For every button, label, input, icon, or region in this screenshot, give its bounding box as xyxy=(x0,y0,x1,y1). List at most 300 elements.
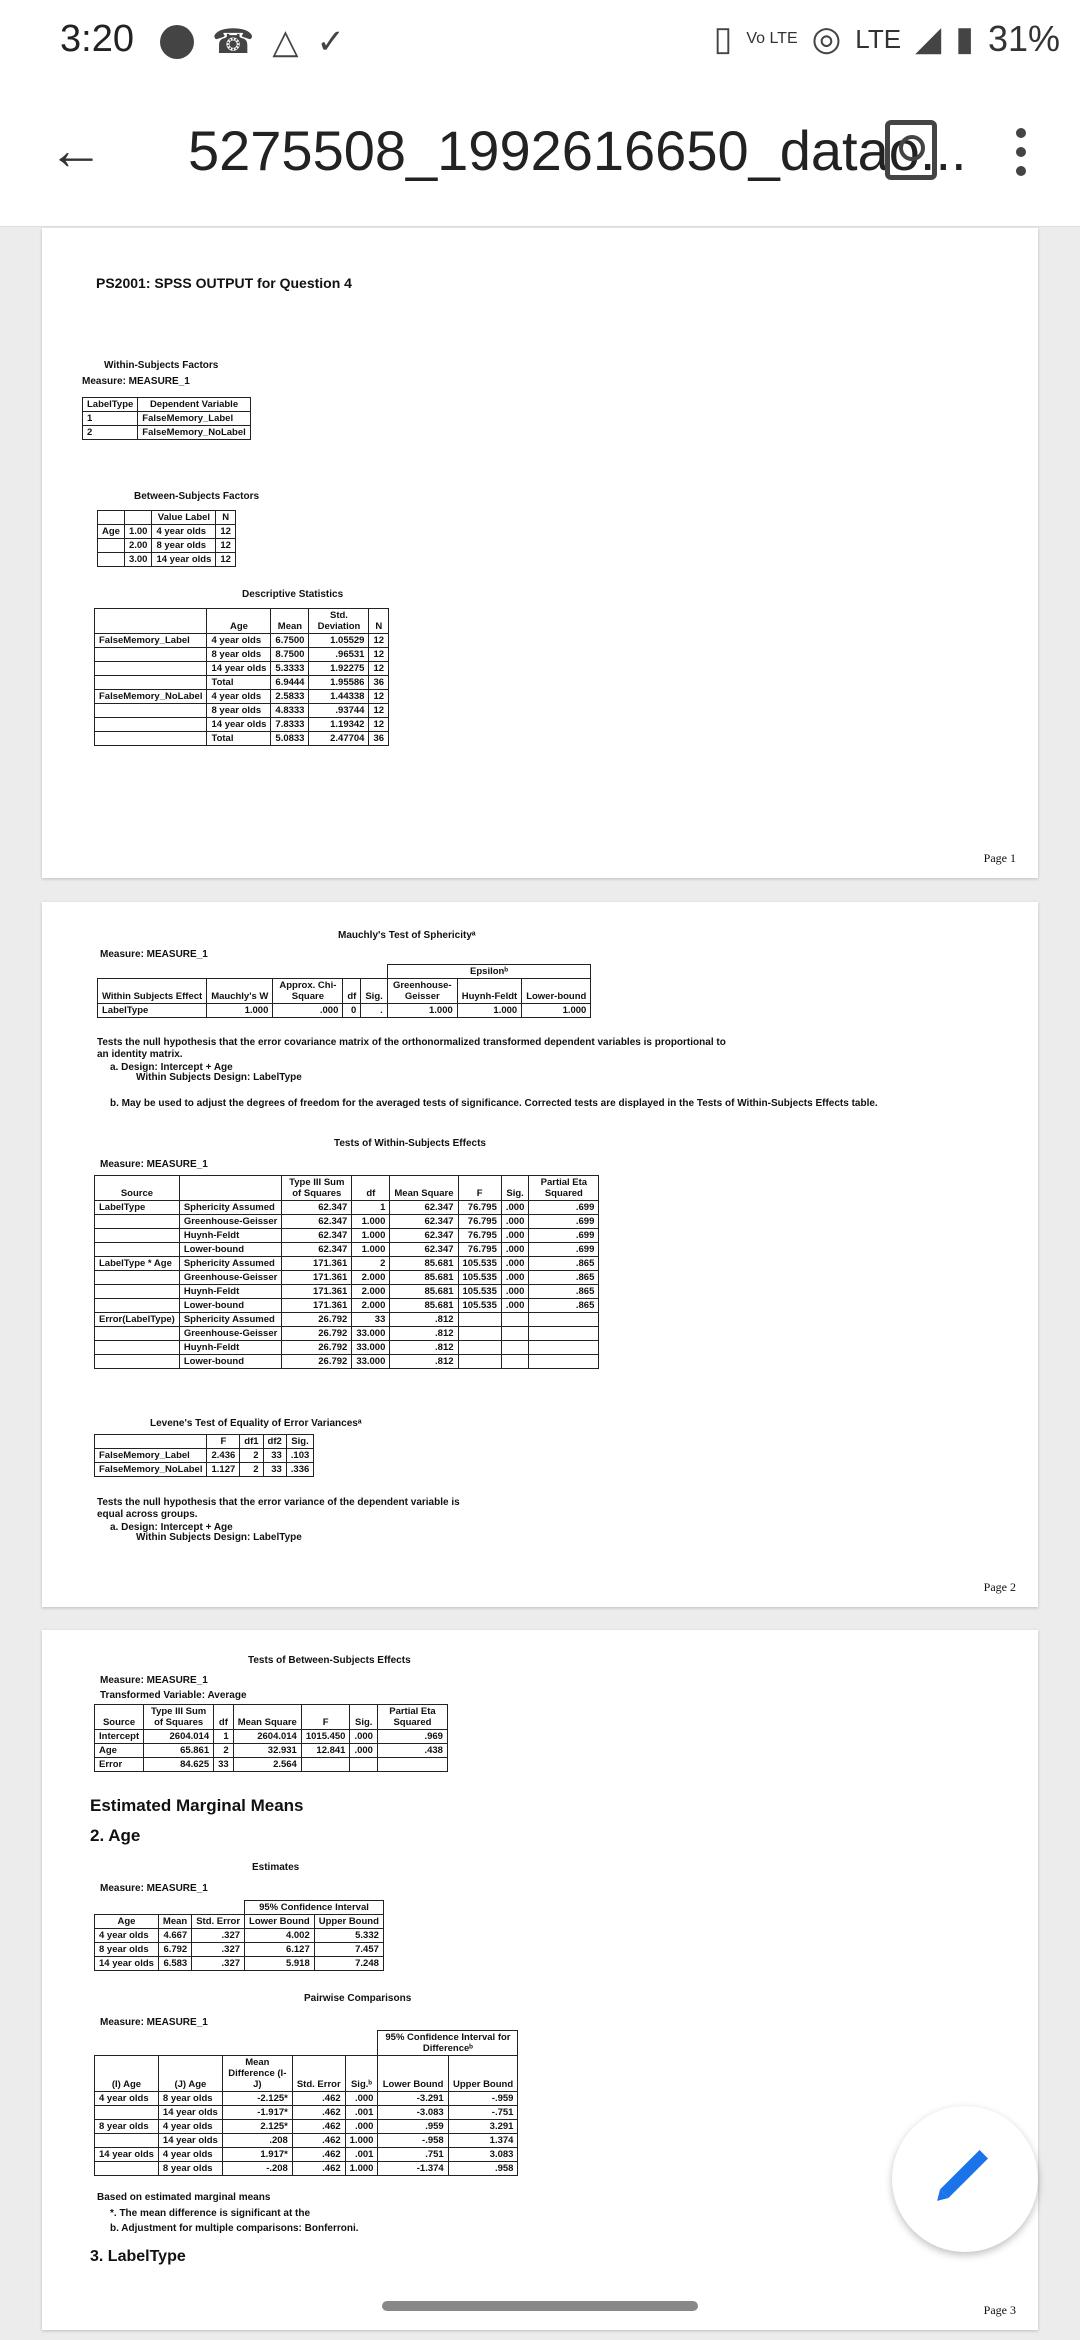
table-cell: 4 year olds xyxy=(158,2120,222,2134)
levene-table xyxy=(94,1434,314,1477)
table-header: Std. Deviation xyxy=(309,609,369,634)
status-bar xyxy=(0,0,1080,82)
table-cell: 12 xyxy=(369,704,389,718)
table-header: Sig. xyxy=(501,1176,529,1201)
pdf-page-1 xyxy=(42,228,1038,878)
table-cell: 8 year olds xyxy=(152,539,216,553)
pairwise-measure: Measure: MEASURE_1 xyxy=(100,2017,208,2028)
chat-icon xyxy=(160,25,194,59)
bse-measure: Measure: MEASURE_1 xyxy=(100,1675,208,1686)
table-cell: 171.361 xyxy=(282,1257,352,1271)
table-cell: 6.127 xyxy=(245,1943,315,1957)
table-cell: Total xyxy=(207,676,271,690)
table-cell: 4 year olds xyxy=(95,1929,159,1943)
levene-note-3: Within Subjects Design: LabelType xyxy=(136,1532,302,1543)
table-cell xyxy=(458,1313,501,1327)
table-cell: 62.347 xyxy=(282,1229,352,1243)
table-header: Lower Bound xyxy=(245,1915,315,1929)
table-cell: .336 xyxy=(286,1463,314,1477)
table-cell: .812 xyxy=(390,1341,458,1355)
table-row xyxy=(95,1285,599,1299)
table-header: F xyxy=(301,1705,350,1730)
table-cell: 33.000 xyxy=(352,1327,390,1341)
table-super-header: 95% Confidence Interval for Differenceᵇ xyxy=(378,2031,518,2056)
table-row xyxy=(95,1257,599,1271)
mauchly-table xyxy=(97,964,591,1018)
table-cell: 1.000 xyxy=(457,1004,521,1018)
table-cell: 76.795 xyxy=(458,1243,501,1257)
table-row xyxy=(95,662,389,676)
missed-call-icon: ☎ xyxy=(212,23,255,61)
table-cell: 4 year olds xyxy=(207,690,271,704)
table-cell: .462 xyxy=(292,2134,345,2148)
table-header: Mean xyxy=(158,1915,191,1929)
page-number: Page 2 xyxy=(983,1580,1016,1594)
mauchly-measure: Measure: MEASURE_1 xyxy=(100,949,208,960)
table-cell: .93744 xyxy=(309,704,369,718)
table-cell: 1.000 xyxy=(352,1215,390,1229)
table-cell: 2 xyxy=(240,1449,263,1463)
table-cell: .327 xyxy=(192,1943,245,1957)
table-cell: .327 xyxy=(192,1957,245,1971)
table-cell: 2.5833 xyxy=(271,690,309,704)
table-cell: 85.681 xyxy=(390,1271,458,1285)
table-cell: .000 xyxy=(501,1257,529,1271)
table-cell xyxy=(95,1341,180,1355)
mauchly-caption: Mauchly's Test of Sphericityᵃ xyxy=(338,930,476,941)
table-cell: 7.248 xyxy=(314,1957,383,1971)
table-row xyxy=(98,539,236,553)
table-header: Mean xyxy=(271,609,309,634)
table-cell: .959 xyxy=(378,2120,448,2134)
table-row xyxy=(95,1229,599,1243)
table-cell: -.208 xyxy=(222,2162,292,2176)
table-header: Mean Difference (I-J) xyxy=(222,2056,292,2092)
table-cell: Greenhouse-Geisser xyxy=(179,1327,281,1341)
table-super-header: 95% Confidence Interval xyxy=(245,1901,384,1915)
table-cell xyxy=(350,1758,378,1772)
table-cell: 2.000 xyxy=(352,1299,390,1313)
table-header: Lower Bound xyxy=(378,2056,448,2092)
lte-label: LTE xyxy=(855,23,902,54)
table-cell: .208 xyxy=(222,2134,292,2148)
table-cell: 76.795 xyxy=(458,1229,501,1243)
table-cell: 8 year olds xyxy=(95,2120,159,2134)
table-cell: 62.347 xyxy=(390,1243,458,1257)
table-cell: 5.332 xyxy=(314,1929,383,1943)
gesture-nav-bar[interactable] xyxy=(382,2301,698,2311)
table-header: N xyxy=(216,511,236,525)
table-cell xyxy=(529,1313,599,1327)
table-cell xyxy=(95,648,207,662)
table-cell: 2 xyxy=(240,1463,263,1477)
table-cell: 4.667 xyxy=(158,1929,191,1943)
table-cell: 1 xyxy=(83,412,138,426)
table-cell: 105.535 xyxy=(458,1299,501,1313)
pdf-page-2 xyxy=(42,902,1038,1607)
table-cell: FalseMemory_Label xyxy=(138,412,250,426)
table-cell: 12.841 xyxy=(301,1744,350,1758)
search-document-icon[interactable] xyxy=(885,120,937,180)
table-row xyxy=(95,1243,599,1257)
table-cell: .969 xyxy=(377,1730,447,1744)
bsf-caption: Between-Subjects Factors xyxy=(134,491,260,502)
table-cell xyxy=(95,662,207,676)
table-cell: 14 year olds xyxy=(95,1957,159,1971)
table-header: Greenhouse-Geisser xyxy=(387,979,457,1004)
table-super-header xyxy=(95,1901,245,1915)
table-cell: 1.00 xyxy=(124,525,152,539)
table-row xyxy=(95,2134,518,2148)
table-row xyxy=(95,1758,448,1772)
table-cell xyxy=(501,1327,529,1341)
wsf-measure: Measure: MEASURE_1 xyxy=(82,376,190,387)
table-header: Dependent Variable xyxy=(138,398,250,412)
table-row xyxy=(95,648,389,662)
table-cell: 1 xyxy=(214,1730,234,1744)
table-cell: 14 year olds xyxy=(207,718,271,732)
levene-note-2: a. Design: Intercept + Age xyxy=(110,1522,233,1533)
table-header: df xyxy=(214,1705,234,1730)
table-cell xyxy=(301,1758,350,1772)
table-spacer xyxy=(207,965,273,979)
table-row xyxy=(95,1744,448,1758)
table-cell xyxy=(95,2162,159,2176)
table-cell: FalseMemory_Label xyxy=(95,1449,207,1463)
table-cell: 12 xyxy=(216,553,236,567)
table-cell xyxy=(98,553,125,567)
table-cell: 65.861 xyxy=(144,1744,214,1758)
table-header: Partial Eta Squared xyxy=(377,1705,447,1730)
table-cell: 5.3333 xyxy=(271,662,309,676)
table-row xyxy=(95,690,389,704)
table-cell: Lower-bound xyxy=(179,1355,281,1369)
table-cell: .865 xyxy=(529,1299,599,1313)
table-cell: . xyxy=(361,1004,387,1018)
table-row xyxy=(95,1943,384,1957)
table-row xyxy=(95,1215,599,1229)
table-cell: Greenhouse-Geisser xyxy=(179,1215,281,1229)
table-header: LabelType xyxy=(83,398,138,412)
pdf-page-3 xyxy=(42,1630,1038,2330)
table-cell: 12 xyxy=(369,690,389,704)
table-cell: .000 xyxy=(501,1285,529,1299)
table-cell: 26.792 xyxy=(282,1327,352,1341)
table-cell xyxy=(95,732,207,746)
pairwise-caption: Pairwise Comparisons xyxy=(304,1993,412,2004)
table-cell: 105.535 xyxy=(458,1271,501,1285)
table-cell: .000 xyxy=(501,1201,529,1215)
table-row xyxy=(95,1313,599,1327)
pairwise-note-2: *. The mean difference is significant at the xyxy=(110,2208,311,2219)
table-cell: -3.083 xyxy=(378,2106,448,2120)
table-header: Upper Bound xyxy=(448,2056,518,2092)
table-cell: 1 xyxy=(352,1201,390,1215)
table-cell: .000 xyxy=(501,1243,529,1257)
table-cell: 14 year olds xyxy=(207,662,271,676)
table-cell: 4 year olds xyxy=(152,525,216,539)
table-cell: Sphericity Assumed xyxy=(179,1257,281,1271)
table-cell: 6.583 xyxy=(158,1957,191,1971)
table-cell: 1.000 xyxy=(345,2162,378,2176)
table-cell: 1.917* xyxy=(222,2148,292,2162)
table-cell: 14 year olds xyxy=(95,2148,159,2162)
table-cell: .001 xyxy=(345,2106,378,2120)
table-cell: .000 xyxy=(273,1004,343,1018)
table-row xyxy=(95,1929,384,1943)
table-cell: 7.8333 xyxy=(271,718,309,732)
table-header: Sig. xyxy=(350,1705,378,1730)
table-cell: .751 xyxy=(378,2148,448,2162)
table-cell: 4.002 xyxy=(245,1929,315,1943)
table-cell: Sphericity Assumed xyxy=(179,1201,281,1215)
table-header: Sig.ᵇ xyxy=(345,2056,378,2092)
table-cell: -1.917* xyxy=(222,2106,292,2120)
table-cell: Total xyxy=(207,732,271,746)
system-icons xyxy=(714,18,1060,60)
table-cell: FalseMemory_Label xyxy=(95,634,207,648)
table-cell: 5.0833 xyxy=(271,732,309,746)
table-cell xyxy=(458,1341,501,1355)
table-cell: 26.792 xyxy=(282,1341,352,1355)
table-row xyxy=(95,1449,314,1463)
table-cell: 2.564 xyxy=(233,1758,301,1772)
table-cell: 62.347 xyxy=(282,1215,352,1229)
table-cell: 171.361 xyxy=(282,1271,352,1285)
table-cell xyxy=(95,2134,159,2148)
table-cell: -.959 xyxy=(448,2092,518,2106)
table-cell: .958 xyxy=(448,2162,518,2176)
volte-label: Vo LTE xyxy=(746,30,798,47)
table-cell: LabelType xyxy=(95,1201,180,1215)
table-cell: FalseMemory_NoLabel xyxy=(95,1463,207,1477)
table-header: F xyxy=(458,1176,501,1201)
table-cell: .462 xyxy=(292,2106,345,2120)
table-cell: -1.374 xyxy=(378,2162,448,2176)
table-cell: 14 year olds xyxy=(158,2134,222,2148)
table-cell: 6.792 xyxy=(158,1943,191,1957)
table-header: Huynh-Feldt xyxy=(457,979,521,1004)
table-cell: 8 year olds xyxy=(158,2162,222,2176)
table-cell: 2 xyxy=(83,426,138,440)
table-cell: .438 xyxy=(377,1744,447,1758)
bse-transformed: Transformed Variable: Average xyxy=(100,1690,247,1701)
table-row xyxy=(95,1271,599,1285)
table-header: Type III Sum of Squares xyxy=(144,1705,214,1730)
table-cell: Age xyxy=(98,525,125,539)
table-cell: .462 xyxy=(292,2092,345,2106)
table-cell: 4.8333 xyxy=(271,704,309,718)
table-cell: 85.681 xyxy=(390,1257,458,1271)
table-cell xyxy=(98,539,125,553)
within-subjects-factors-table xyxy=(82,397,251,440)
table-cell: Greenhouse-Geisser xyxy=(179,1271,281,1285)
table-cell: .699 xyxy=(529,1201,599,1215)
table-cell: 1.127 xyxy=(207,1463,240,1477)
table-row xyxy=(95,732,389,746)
table-cell: 2.436 xyxy=(207,1449,240,1463)
table-cell: 26.792 xyxy=(282,1313,352,1327)
table-cell: -3.291 xyxy=(378,2092,448,2106)
hotspot-icon: ◎ xyxy=(811,20,842,58)
table-cell: -2.125* xyxy=(222,2092,292,2106)
drive-icon: △ xyxy=(272,23,299,61)
table-header: Age xyxy=(95,1915,159,1929)
table-header: Mean Square xyxy=(390,1176,458,1201)
table-row xyxy=(95,676,389,690)
table-cell: 14 year olds xyxy=(158,2106,222,2120)
table-cell: 62.347 xyxy=(390,1229,458,1243)
mauchly-note-1: Tests the null hypothesis that the error covariance matrix of the orthonormalized transformed dependent variables is proportional to an identity matrix. xyxy=(97,1037,726,1060)
table-cell: 2.00 xyxy=(124,539,152,553)
table-cell: 2 xyxy=(214,1744,234,1758)
table-cell: 105.535 xyxy=(458,1285,501,1299)
wse-caption: Tests of Within-Subjects Effects xyxy=(334,1138,486,1149)
table-cell: 4 year olds xyxy=(158,2148,222,2162)
table-cell: 3.291 xyxy=(448,2120,518,2134)
table-cell: 12 xyxy=(369,648,389,662)
table-cell: Huynh-Feldt xyxy=(179,1229,281,1243)
table-cell: FalseMemory_NoLabel xyxy=(95,690,207,704)
table-cell: 4 year olds xyxy=(95,2092,159,2106)
table-cell: .000 xyxy=(501,1271,529,1285)
table-cell: .000 xyxy=(501,1229,529,1243)
app-bar xyxy=(0,82,1080,227)
table-row xyxy=(95,634,389,648)
table-row xyxy=(95,2148,518,2162)
table-cell: 1.374 xyxy=(448,2134,518,2148)
table-cell: 62.347 xyxy=(282,1243,352,1257)
table-cell: .000 xyxy=(345,2120,378,2134)
table-cell: 8 year olds xyxy=(158,2092,222,2106)
table-cell: 6.7500 xyxy=(271,634,309,648)
table-cell xyxy=(95,1271,180,1285)
table-header: (J) Age xyxy=(158,2056,222,2092)
table-cell: .462 xyxy=(292,2148,345,2162)
table-cell: 4 year olds xyxy=(207,634,271,648)
table-cell: 62.347 xyxy=(390,1215,458,1229)
table-header: Approx. Chi-Square xyxy=(273,979,343,1004)
table-cell xyxy=(95,718,207,732)
table-cell: 1.000 xyxy=(345,2134,378,2148)
table-spacer xyxy=(98,965,207,979)
table-header xyxy=(179,1176,281,1201)
table-header: Mauchly's W xyxy=(207,979,273,1004)
table-cell: 76.795 xyxy=(458,1201,501,1215)
table-spacer xyxy=(361,965,387,979)
table-cell: 105.535 xyxy=(458,1257,501,1271)
table-cell: 2.47704 xyxy=(309,732,369,746)
table-cell: 5.918 xyxy=(245,1957,315,1971)
table-cell: Lower-bound xyxy=(179,1299,281,1313)
table-row xyxy=(95,1957,384,1971)
table-cell: FalseMemory_NoLabel xyxy=(138,426,250,440)
table-row xyxy=(95,1327,599,1341)
table-cell: 62.347 xyxy=(282,1201,352,1215)
table-cell: 2.000 xyxy=(352,1271,390,1285)
table-header: F xyxy=(207,1435,240,1449)
table-cell: 33 xyxy=(263,1449,286,1463)
table-header: Std. Error xyxy=(292,2056,345,2092)
table-row xyxy=(95,1730,448,1744)
table-cell xyxy=(95,1215,180,1229)
edit-fab[interactable] xyxy=(892,2106,1038,2252)
table-header: Sig. xyxy=(286,1435,314,1449)
table-cell: Huynh-Feldt xyxy=(179,1341,281,1355)
table-row xyxy=(95,1355,599,1369)
table-cell: 36 xyxy=(369,732,389,746)
table-cell: 12 xyxy=(216,539,236,553)
download-done-icon: ✓ xyxy=(316,23,346,61)
battery-percent: 31% xyxy=(987,18,1060,59)
table-cell xyxy=(501,1313,529,1327)
table-cell: .865 xyxy=(529,1257,599,1271)
back-arrow-icon[interactable]: ← xyxy=(48,118,104,181)
table-row xyxy=(95,1299,599,1313)
table-cell: .001 xyxy=(345,2148,378,2162)
table-cell: LabelType xyxy=(98,1004,207,1018)
table-cell: .96531 xyxy=(309,648,369,662)
table-header: df1 xyxy=(240,1435,263,1449)
table-cell: 1.000 xyxy=(207,1004,273,1018)
mauchly-note-4: b. May be used to adjust the degrees of freedom for the averaged tests of significance. Corrected tests are displayed in the Tests of Within-Subjects Effects table. xyxy=(110,1098,878,1109)
table-cell: 1.92275 xyxy=(309,662,369,676)
more-options-icon[interactable] xyxy=(1016,128,1026,184)
table-row xyxy=(95,2120,518,2134)
table-cell: 1.19342 xyxy=(309,718,369,732)
table-header: Sig. xyxy=(361,979,387,1004)
table-cell xyxy=(377,1758,447,1772)
table-row xyxy=(83,426,251,440)
table-cell: .000 xyxy=(350,1744,378,1758)
table-header: Upper Bound xyxy=(314,1915,383,1929)
table-row xyxy=(83,412,251,426)
table-cell xyxy=(529,1355,599,1369)
table-header: df2 xyxy=(263,1435,286,1449)
table-cell: 12 xyxy=(369,662,389,676)
table-cell: 62.347 xyxy=(390,1201,458,1215)
table-header: df xyxy=(343,979,361,1004)
levene-note-1: Tests the null hypothesis that the error variance of the dependent variable is equal across groups. xyxy=(97,1497,460,1520)
table-cell: 3.083 xyxy=(448,2148,518,2162)
table-cell: 84.625 xyxy=(144,1758,214,1772)
table-row xyxy=(95,718,389,732)
table-header xyxy=(95,609,207,634)
table-cell: 8 year olds xyxy=(207,648,271,662)
table-cell: 2.000 xyxy=(352,1285,390,1299)
table-header: Type III Sum of Squares xyxy=(282,1176,352,1201)
table-header: Source xyxy=(95,1176,180,1201)
table-cell: .812 xyxy=(390,1355,458,1369)
table-cell: 12 xyxy=(216,525,236,539)
table-cell: Lower-bound xyxy=(179,1243,281,1257)
table-cell: .865 xyxy=(529,1285,599,1299)
table-cell xyxy=(458,1355,501,1369)
table-cell: .865 xyxy=(529,1271,599,1285)
table-header: Age xyxy=(207,609,271,634)
table-cell: 1015.450 xyxy=(301,1730,350,1744)
desc-caption: Descriptive Statistics xyxy=(242,589,344,600)
table-row xyxy=(98,553,236,567)
table-cell: .699 xyxy=(529,1229,599,1243)
page-heading: PS2001: SPSS OUTPUT for Question 4 xyxy=(96,275,352,291)
table-cell: Error xyxy=(95,1758,144,1772)
table-cell: 2.125* xyxy=(222,2120,292,2134)
table-cell xyxy=(95,1243,180,1257)
between-subjects-effects-table xyxy=(94,1704,448,1772)
table-cell: Age xyxy=(95,1744,144,1758)
table-cell: Sphericity Assumed xyxy=(179,1313,281,1327)
